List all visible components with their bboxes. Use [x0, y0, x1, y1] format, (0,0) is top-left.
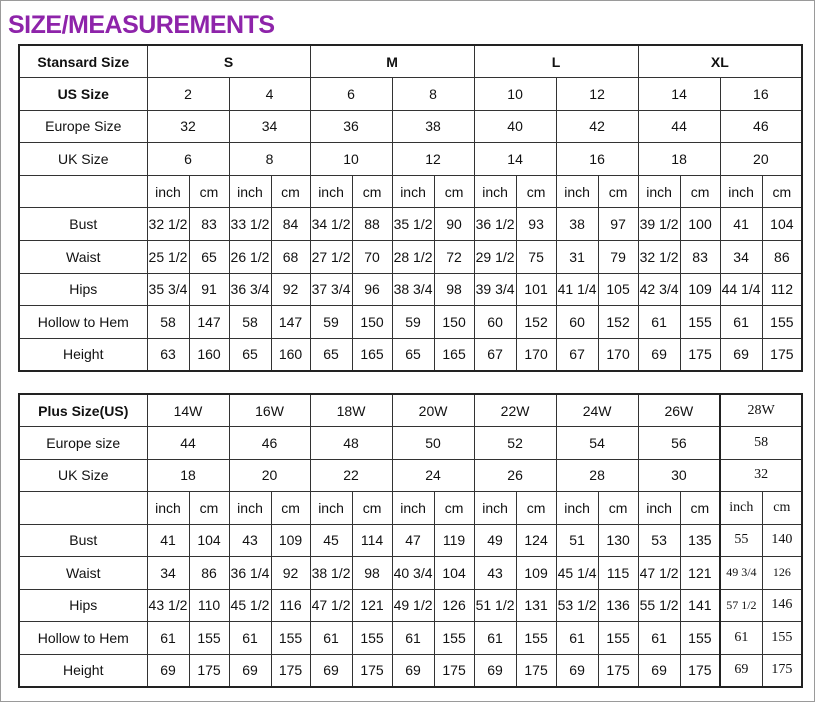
table-cell: 69 — [310, 654, 352, 687]
measurement-label: Hips — [19, 273, 147, 306]
table-cell: 59 — [392, 306, 434, 339]
table-cell: 175 — [434, 654, 474, 687]
table-cell: 90 — [434, 208, 474, 241]
table-cell: 155 — [516, 622, 556, 655]
unit-inch: inch — [556, 492, 598, 525]
table-cell: 155 — [762, 306, 802, 339]
table-cell: 98 — [434, 273, 474, 306]
uk-size-cell: 28 — [556, 459, 638, 492]
table-cell: 121 — [352, 589, 392, 622]
uk-size-row — [19, 143, 802, 176]
europe-size-cell: 42 — [556, 110, 638, 143]
table-cell: 115 — [598, 557, 638, 590]
table-cell: 35 3/4 — [147, 273, 189, 306]
table-cell: 36 3/4 — [229, 273, 271, 306]
europe-size-cell: 48 — [310, 427, 392, 460]
hips-row — [19, 273, 802, 306]
table-cell: 58 — [229, 306, 271, 339]
table-cell: 55 — [720, 524, 762, 557]
table-cell: 39 3/4 — [474, 273, 516, 306]
table-cell: 51 — [556, 524, 598, 557]
table-cell: 69 — [392, 654, 434, 687]
size-group-l: L — [474, 45, 638, 78]
unit-cm: cm — [271, 175, 310, 208]
uk-size-cell: 18 — [638, 143, 720, 176]
table-cell: 165 — [352, 338, 392, 371]
unit-inch: inch — [392, 492, 434, 525]
table-cell: 60 — [474, 306, 516, 339]
table-cell: 72 — [434, 241, 474, 274]
unit-inch: inch — [720, 175, 762, 208]
table-cell: 135 — [680, 524, 720, 557]
uk-size-cell: 30 — [638, 459, 720, 492]
measurement-label: Waist — [19, 557, 147, 590]
table-cell: 61 — [229, 622, 271, 655]
unit-cm: cm — [271, 492, 310, 525]
unit-inch: inch — [474, 492, 516, 525]
standard-size-label: Stansard Size — [19, 45, 147, 78]
unit-cm: cm — [598, 175, 638, 208]
plus-size-cell: 16W — [229, 394, 310, 427]
table-cell: 55 1/2 — [638, 589, 680, 622]
unit-cm: cm — [516, 492, 556, 525]
uk-size-cell: 16 — [556, 143, 638, 176]
table-cell: 61 — [392, 622, 434, 655]
uk-size-cell: 18 — [147, 459, 229, 492]
uk-size-cell: 14 — [474, 143, 556, 176]
europe-size-cell: 44 — [147, 427, 229, 460]
uk-size-cell: 6 — [147, 143, 229, 176]
table-cell: 86 — [189, 557, 229, 590]
table-cell: 170 — [516, 338, 556, 371]
plus-size-cell: 22W — [474, 394, 556, 427]
table-cell: 36 1/2 — [474, 208, 516, 241]
unit-inch: inch — [720, 492, 762, 525]
table-cell: 45 1/2 — [229, 589, 271, 622]
table-cell: 38 3/4 — [392, 273, 434, 306]
table-cell: 155 — [189, 622, 229, 655]
table-cell: 53 — [638, 524, 680, 557]
us-size-cell: 10 — [474, 78, 556, 111]
table-cell: 155 — [352, 622, 392, 655]
europe-size-cell: 46 — [720, 110, 802, 143]
table-cell: 93 — [516, 208, 556, 241]
table-cell: 32 1/2 — [638, 241, 680, 274]
unit-inch: inch — [638, 175, 680, 208]
size-group-xl: XL — [638, 45, 802, 78]
table-cell: 104 — [189, 524, 229, 557]
unit-row-blank — [19, 175, 147, 208]
table-cell: 100 — [680, 208, 720, 241]
us-size-cell: 14 — [638, 78, 720, 111]
plus-uk-row — [19, 459, 802, 492]
plus-unit-row — [19, 492, 802, 525]
us-size-row — [19, 78, 802, 111]
europe-size-row — [19, 110, 802, 143]
table-cell: 40 3/4 — [392, 557, 434, 590]
measurement-label: Height — [19, 338, 147, 371]
table-cell: 34 1/2 — [310, 208, 352, 241]
table-cell: 43 1/2 — [147, 589, 189, 622]
unit-row — [19, 175, 802, 208]
table-cell: 88 — [352, 208, 392, 241]
table-cell: 69 — [229, 654, 271, 687]
table-cell: 49 — [474, 524, 516, 557]
unit-inch: inch — [310, 492, 352, 525]
europe-size-label: Europe Size — [19, 110, 147, 143]
table-cell: 175 — [680, 338, 720, 371]
europe-size-cell: 40 — [474, 110, 556, 143]
unit-inch: inch — [310, 175, 352, 208]
unit-inch: inch — [147, 492, 189, 525]
table-cell: 65 — [392, 338, 434, 371]
table-cell: 65 — [189, 241, 229, 274]
plus-size-cell: 26W — [638, 394, 720, 427]
table-cell: 150 — [352, 306, 392, 339]
us-size-cell: 8 — [392, 78, 474, 111]
unit-inch: inch — [147, 175, 189, 208]
plus-waist-row — [19, 557, 802, 590]
table-cell: 136 — [598, 589, 638, 622]
table-cell: 42 3/4 — [638, 273, 680, 306]
plus-hips-row — [19, 589, 802, 622]
table-cell: 119 — [434, 524, 474, 557]
us-size-label: US Size — [19, 78, 147, 111]
us-size-cell: 6 — [310, 78, 392, 111]
table-cell: 121 — [680, 557, 720, 590]
table-cell: 116 — [271, 589, 310, 622]
table-cell: 104 — [762, 208, 802, 241]
table-cell: 61 — [310, 622, 352, 655]
europe-size-cell: 38 — [392, 110, 474, 143]
europe-size-cell: 52 — [474, 427, 556, 460]
table-cell: 38 — [556, 208, 598, 241]
unit-inch: inch — [229, 175, 271, 208]
table-cell: 124 — [516, 524, 556, 557]
measurement-label: Hollow to Hem — [19, 306, 147, 339]
us-size-cell: 2 — [147, 78, 229, 111]
table-cell: 175 — [680, 654, 720, 687]
table-cell: 34 — [720, 241, 762, 274]
table-cell: 61 — [720, 622, 762, 655]
table-cell: 61 — [474, 622, 516, 655]
measurement-label: Hollow to Hem — [19, 622, 147, 655]
bust-row — [19, 208, 802, 241]
table-cell: 69 — [556, 654, 598, 687]
table-cell: 47 1/2 — [638, 557, 680, 590]
unit-cm: cm — [189, 492, 229, 525]
table-cell: 96 — [352, 273, 392, 306]
table-cell: 69 — [147, 654, 189, 687]
table-cell: 147 — [271, 306, 310, 339]
uk-size-cell: 8 — [229, 143, 310, 176]
plus-size-table — [18, 393, 803, 688]
table-cell: 105 — [598, 273, 638, 306]
europe-size-cell: 56 — [638, 427, 720, 460]
unit-cm: cm — [352, 492, 392, 525]
plus-europe-row — [19, 427, 802, 460]
table-cell: 47 — [392, 524, 434, 557]
height-row — [19, 338, 802, 371]
table-cell: 63 — [147, 338, 189, 371]
table-cell: 150 — [434, 306, 474, 339]
table-cell: 175 — [762, 338, 802, 371]
table-cell: 79 — [598, 241, 638, 274]
table-cell: 83 — [189, 208, 229, 241]
table-cell: 70 — [352, 241, 392, 274]
table-cell: 155 — [680, 622, 720, 655]
table-cell: 49 3/4 — [720, 557, 762, 590]
table-cell: 38 1/2 — [310, 557, 352, 590]
uk-size-cell: 20 — [229, 459, 310, 492]
unit-inch: inch — [638, 492, 680, 525]
europe-size-label: Europe size — [19, 427, 147, 460]
table-cell: 58 — [147, 306, 189, 339]
unit-cm: cm — [598, 492, 638, 525]
measurement-label: Waist — [19, 241, 147, 274]
table-cell: 45 — [310, 524, 352, 557]
europe-size-cell: 32 — [147, 110, 229, 143]
table-cell: 61 — [638, 622, 680, 655]
size-group-row — [19, 45, 802, 78]
table-cell: 69 — [474, 654, 516, 687]
hollow-to-hem-row — [19, 306, 802, 339]
table-cell: 98 — [352, 557, 392, 590]
table-cell: 155 — [598, 622, 638, 655]
table-cell: 126 — [762, 557, 802, 590]
table-cell: 160 — [189, 338, 229, 371]
table-cell: 101 — [516, 273, 556, 306]
plus-size-cell: 20W — [392, 394, 474, 427]
table-cell: 47 1/2 — [310, 589, 352, 622]
unit-inch: inch — [392, 175, 434, 208]
table-cell: 155 — [434, 622, 474, 655]
table-cell: 31 — [556, 241, 598, 274]
measurement-label: Bust — [19, 208, 147, 241]
unit-cm: cm — [189, 175, 229, 208]
table-cell: 170 — [598, 338, 638, 371]
table-cell: 109 — [271, 524, 310, 557]
table-cell: 43 — [474, 557, 516, 590]
unit-cm: cm — [434, 492, 474, 525]
unit-inch: inch — [474, 175, 516, 208]
table-cell: 175 — [352, 654, 392, 687]
table-cell: 41 — [147, 524, 189, 557]
uk-size-cell: 26 — [474, 459, 556, 492]
table-cell: 131 — [516, 589, 556, 622]
unit-cm: cm — [434, 175, 474, 208]
table-cell: 114 — [352, 524, 392, 557]
uk-size-cell: 12 — [392, 143, 474, 176]
table-cell: 83 — [680, 241, 720, 274]
table-cell: 45 1/4 — [556, 557, 598, 590]
table-cell: 61 — [638, 306, 680, 339]
europe-size-cell: 58 — [720, 427, 802, 460]
table-cell: 53 1/2 — [556, 589, 598, 622]
table-cell: 44 1/4 — [720, 273, 762, 306]
table-cell: 69 — [638, 654, 680, 687]
size-group-m: M — [310, 45, 474, 78]
europe-size-cell: 46 — [229, 427, 310, 460]
europe-size-cell: 50 — [392, 427, 474, 460]
uk-size-label: UK Size — [19, 143, 147, 176]
plus-size-cell: 18W — [310, 394, 392, 427]
europe-size-cell: 44 — [638, 110, 720, 143]
plus-size-cell: 14W — [147, 394, 229, 427]
table-cell: 51 1/2 — [474, 589, 516, 622]
plus-size-label: Plus Size(US) — [19, 394, 147, 427]
unit-cm: cm — [680, 175, 720, 208]
plus-size-cell: 24W — [556, 394, 638, 427]
table-cell: 65 — [229, 338, 271, 371]
table-cell: 110 — [189, 589, 229, 622]
unit-cm: cm — [762, 492, 802, 525]
table-cell: 34 — [147, 557, 189, 590]
table-cell: 165 — [434, 338, 474, 371]
table-cell: 29 1/2 — [474, 241, 516, 274]
table-cell: 126 — [434, 589, 474, 622]
measurement-label: Bust — [19, 524, 147, 557]
table-cell: 41 1/4 — [556, 273, 598, 306]
table-cell: 147 — [189, 306, 229, 339]
table-cell: 175 — [598, 654, 638, 687]
measurement-label: Hips — [19, 589, 147, 622]
table-cell: 175 — [516, 654, 556, 687]
table-cell: 59 — [310, 306, 352, 339]
table-cell: 65 — [310, 338, 352, 371]
measurement-label: Height — [19, 654, 147, 687]
uk-size-cell: 20 — [720, 143, 802, 176]
unit-cm: cm — [762, 175, 802, 208]
table-cell: 67 — [556, 338, 598, 371]
standard-size-table — [18, 44, 803, 372]
table-cell: 36 1/4 — [229, 557, 271, 590]
plus-bust-row — [19, 524, 802, 557]
table-cell: 39 1/2 — [638, 208, 680, 241]
table-cell: 86 — [762, 241, 802, 274]
us-size-cell: 16 — [720, 78, 802, 111]
table-cell: 43 — [229, 524, 271, 557]
table-cell: 61 — [556, 622, 598, 655]
table-cell: 155 — [762, 622, 802, 655]
table-cell: 35 1/2 — [392, 208, 434, 241]
table-cell: 175 — [189, 654, 229, 687]
europe-size-cell: 34 — [229, 110, 310, 143]
uk-size-cell: 10 — [310, 143, 392, 176]
table-cell: 37 3/4 — [310, 273, 352, 306]
table-cell: 75 — [516, 241, 556, 274]
table-cell: 84 — [271, 208, 310, 241]
table-cell: 41 — [720, 208, 762, 241]
plus-size-row — [19, 394, 802, 427]
table-cell: 69 — [720, 338, 762, 371]
us-size-cell: 4 — [229, 78, 310, 111]
table-cell: 109 — [680, 273, 720, 306]
table-cell: 91 — [189, 273, 229, 306]
table-cell: 61 — [720, 306, 762, 339]
table-cell: 69 — [720, 654, 762, 687]
table-cell: 152 — [516, 306, 556, 339]
table-cell: 25 1/2 — [147, 241, 189, 274]
table-cell: 67 — [474, 338, 516, 371]
table-cell: 109 — [516, 557, 556, 590]
table-cell: 112 — [762, 273, 802, 306]
table-cell: 57 1/2 — [720, 589, 762, 622]
table-cell: 160 — [271, 338, 310, 371]
page-title: SIZE/MEASUREMENTS — [8, 11, 275, 39]
table-cell: 140 — [762, 524, 802, 557]
table-cell: 32 1/2 — [147, 208, 189, 241]
table-cell: 49 1/2 — [392, 589, 434, 622]
table-cell: 146 — [762, 589, 802, 622]
unit-row-blank — [19, 492, 147, 525]
table-cell: 68 — [271, 241, 310, 274]
table-cell: 104 — [434, 557, 474, 590]
table-cell: 92 — [271, 273, 310, 306]
table-cell: 26 1/2 — [229, 241, 271, 274]
table-cell: 175 — [271, 654, 310, 687]
unit-cm: cm — [516, 175, 556, 208]
table-cell: 27 1/2 — [310, 241, 352, 274]
unit-inch: inch — [556, 175, 598, 208]
unit-inch: inch — [229, 492, 271, 525]
table-cell: 175 — [762, 654, 802, 687]
europe-size-cell: 36 — [310, 110, 392, 143]
plus-hollow-to-hem-row — [19, 622, 802, 655]
unit-cm: cm — [352, 175, 392, 208]
uk-size-cell: 32 — [720, 459, 802, 492]
uk-size-label: UK Size — [19, 459, 147, 492]
table-cell: 60 — [556, 306, 598, 339]
uk-size-cell: 22 — [310, 459, 392, 492]
plus-height-row — [19, 654, 802, 687]
plus-size-cell: 28W — [720, 394, 802, 427]
table-cell: 130 — [598, 524, 638, 557]
unit-cm: cm — [680, 492, 720, 525]
europe-size-cell: 54 — [556, 427, 638, 460]
table-cell: 155 — [680, 306, 720, 339]
table-cell: 92 — [271, 557, 310, 590]
table-cell: 97 — [598, 208, 638, 241]
table-cell: 141 — [680, 589, 720, 622]
table-cell: 28 1/2 — [392, 241, 434, 274]
table-cell: 61 — [147, 622, 189, 655]
waist-row — [19, 241, 802, 274]
table-cell: 69 — [638, 338, 680, 371]
us-size-cell: 12 — [556, 78, 638, 111]
table-cell: 155 — [271, 622, 310, 655]
table-cell: 152 — [598, 306, 638, 339]
table-cell: 33 1/2 — [229, 208, 271, 241]
size-group-s: S — [147, 45, 310, 78]
uk-size-cell: 24 — [392, 459, 474, 492]
